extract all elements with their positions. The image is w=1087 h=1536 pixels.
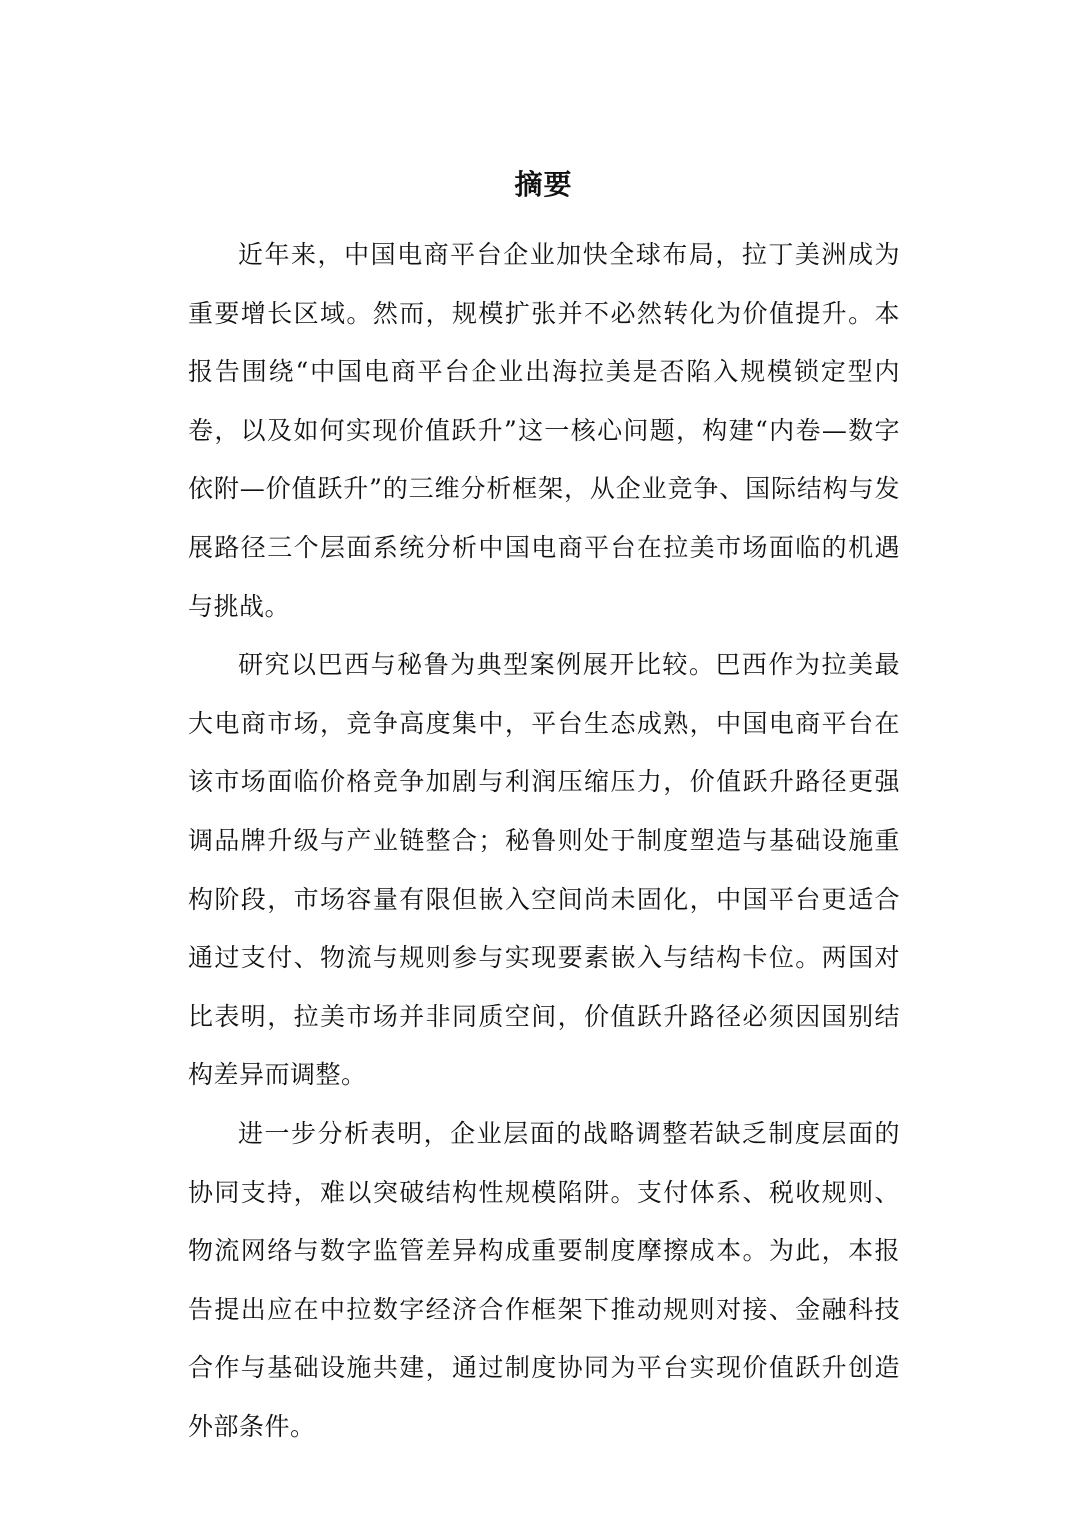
abstract-paragraph-1: 近年来，中国电商平台企业加快全球布局，拉丁美洲成为重要增长区域。然而，规模扩张并不必然转化为价值提升。本报告围绕“中国电商平台企业出海拉美是否陷入规模锁定型内卷，以及如何实现价值跃升”这一核心问题，构建“内卷—数字依附—价值跃升”的三维分析框架，从企业竞争、国际结构与发展路径三个层面系统分析中国电商平台在拉美市场面临的机遇与挑战。	[188, 240, 900, 621]
abstract-paragraph-3: 进一步分析表明，企业层面的战略调整若缺乏制度层面的协同支持，难以突破结构性规模陷阱。支付体系、税收规则、物流网络与数字监管差异构成重要制度摩擦成本。为此，本报告提出应在中拉数字经济合作框架下推动规则对接、金融科技合作与基础设施共建，通过制度协同为平台实现价值跃升创造外部条件。	[188, 1118, 900, 1441]
abstract-paragraph-2: 研究以巴西与秘鲁为典型案例展开比较。巴西作为拉美最大电商市场，竞争高度集中，平台生态成熟，中国电商平台在该市场面临价格竞争加剧与利润压缩压力，价值跃升路径更强调品牌升级与产业链整合；秘鲁则处于制度塑造与基础设施重构阶段，市场容量有限但嵌入空间尚未固化，中国平台更适合通过支付、物流与规则参与实现要素嵌入与结构卡位。两国对比表明，拉美市场并非同质空间，价值跃升路径必须因国别结构差异而调整。	[188, 650, 900, 1090]
abstract-body	[188, 226, 900, 1456]
abstract-title: 摘要	[514, 168, 573, 201]
